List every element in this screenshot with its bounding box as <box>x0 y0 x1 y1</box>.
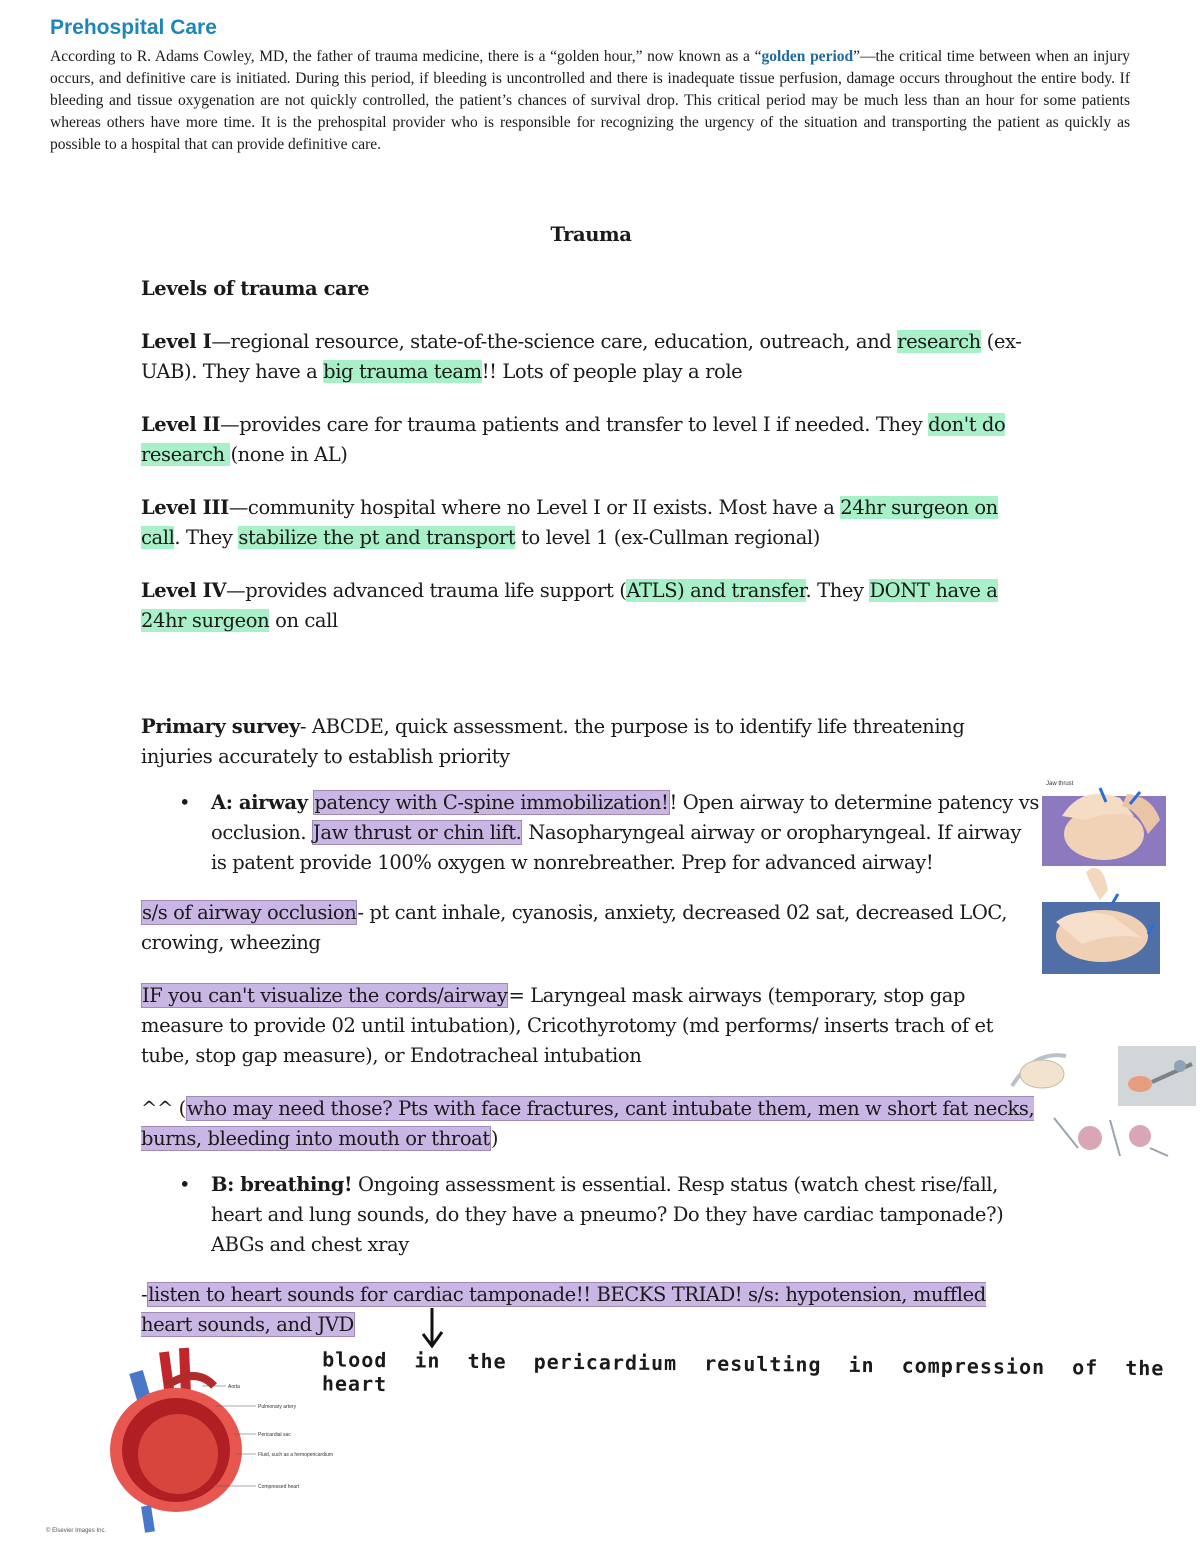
levels-heading: Levels of trauma care <box>141 277 370 300</box>
text: to level 1 (ex-Cullman regional) <box>515 526 820 549</box>
breathing-label: B: breathing! <box>211 1173 353 1196</box>
cardiac-tamponade-illustration <box>106 1346 334 1532</box>
heart-label-pulmonary: Pulmonary artery <box>258 1404 297 1410</box>
text: ! Open airway to determine patency vs occlusion. <box>211 791 1039 844</box>
text: . They <box>805 579 870 602</box>
text: (none in AL) <box>230 443 348 466</box>
text: —provides advanced trauma life support ( <box>226 579 627 602</box>
level-1-paragraph <box>141 327 1041 387</box>
level-3-label: Level III <box>141 496 229 519</box>
level-4-paragraph <box>141 576 1041 636</box>
excerpt-body <box>50 46 1130 156</box>
level-2-label: Level II <box>141 413 221 436</box>
text: - <box>141 1283 148 1306</box>
chin-lift-illustration <box>1042 866 1160 974</box>
handwritten-note: blood in the pericardium resulting in compression of the heart <box>321 1347 1165 1397</box>
highlight-research: research <box>897 330 981 353</box>
text: Ongoing assessment is essential. Resp status (watch chest rise/fall, heart and lung sounds, do they have a pneumo? Do they have cardiac tamponade?) ABGs and chest xray <box>211 1173 1004 1256</box>
highlight-occlusion: s/s of airway occlusion <box>142 901 357 924</box>
down-arrow-icon <box>418 1306 448 1352</box>
text: —provides care for trauma patients and transfer to level I if needed. They <box>220 413 929 436</box>
level-3-paragraph <box>141 493 1041 553</box>
excerpt-text: According to R. Adams Cowley, MD, the father of trauma medicine, there is a “golden hour,” now known as a “ <box>50 48 762 65</box>
level-2-paragraph <box>141 410 1041 470</box>
text: - pt cant inhale, cyanosis, anxiety, decreased 02 sat, decreased LOC, crowing, wheezing <box>141 901 1008 954</box>
airway-list <box>141 788 1041 878</box>
highlight-cspine: patency with C-spine immobilization! <box>314 791 669 814</box>
heart-label-compressed: Compressed heart <box>258 1484 300 1490</box>
golden-period-term: golden period <box>761 48 854 65</box>
airway-occlusion-paragraph <box>141 898 1041 958</box>
highlight-surgeon: 24hr surgeon on call <box>141 496 998 549</box>
text: ^^ ( <box>141 1097 186 1120</box>
highlight-cords: IF you can't visualize the cords/airway <box>142 984 508 1007</box>
trauma-notes <box>141 220 1041 1363</box>
highlight-who-needs: who may need those? Pts with face fractures, cant intubate them, men w short fat necks, burns, bleeding into mouth or throat <box>141 1097 1035 1150</box>
text: . They <box>174 526 239 549</box>
jaw-thrust-label: Jaw thrust <box>1046 781 1074 787</box>
highlight-atls: ATLS) and transfer <box>626 579 806 602</box>
breathing-item <box>211 1170 1041 1260</box>
intubation-illustration <box>1050 1108 1170 1168</box>
highlight-big-team: big trauma team <box>323 360 482 383</box>
text: —regional resource, state-of-the-science care, education, outreach, and <box>211 330 898 353</box>
text: - ABCDE, quick assessment. the purpose is to identify life threatening injuries accurately to establish priority <box>141 715 965 768</box>
text: (ex-UAB). They have a <box>141 330 1022 383</box>
primary-survey-paragraph <box>141 712 1041 772</box>
cords-paragraph <box>141 981 1041 1071</box>
excerpt-text-cont: ”—the critical time between when an injury occurs, and definitive care is initiated. During this period, if bleeding is uncontrolled and there is inadequate tissue perfusion, damage occurs throughout the entire body. If bleeding and tissue oxygenation are not quickly controlled, the patient’s chances of survival drop. This critical period may be much less than an hour for some patients whereas others have more time. It is the prehospital provider who is responsible for recognizing the urgency of the situation and transporting the patient as quickly as possible to a hospital that can provide definitive care. <box>50 48 1130 153</box>
text: —community hospital where no Level I or II exists. Most have a <box>228 496 841 519</box>
heart-caption: © Elsevier Images Inc. <box>46 1528 107 1534</box>
heart-label-aorta: Aorta <box>228 1384 240 1390</box>
text: on call <box>269 609 338 632</box>
text: !! Lots of people play a role <box>481 360 743 383</box>
airway-device-photo <box>1118 1046 1196 1106</box>
airway-label: A: airway <box>211 791 308 814</box>
breathing-list <box>141 1170 1041 1260</box>
level-4-label: Level IV <box>141 579 227 602</box>
highlight-stabilize: stabilize the pt and transport <box>238 526 516 549</box>
excerpt-title: Prehospital Care <box>50 16 217 39</box>
textbook-excerpt <box>50 16 1130 156</box>
who-needs-paragraph <box>141 1094 1041 1154</box>
page-title: Trauma <box>550 223 632 246</box>
text: = Laryngeal mask airways (temporary, stop gap measure to provide 02 until intubation), Cricothyrotomy (md performs/ inserts trach of et tube, stop gap measure), or Endotracheal intubation <box>141 984 994 1067</box>
becks-paragraph <box>141 1280 1041 1340</box>
airway-item <box>211 788 1041 878</box>
primary-survey-label: Primary survey <box>141 715 300 738</box>
highlight-no-research: don't do research <box>141 413 1006 466</box>
highlight-becks-triad: listen to heart sounds for cardiac tamponade!! BECKS TRIAD! s/s: hypotension, muffled heart sounds, and JVD <box>141 1283 986 1336</box>
heart-label-fluid: Fluid, such as a hemopericardium <box>258 1452 334 1458</box>
highlight-jaw-thrust: Jaw thrust or chin lift. <box>312 821 522 844</box>
heart-label-pericardial: Pericardial sac <box>258 1432 291 1438</box>
text: ) <box>490 1127 499 1150</box>
level-1-label: Level I <box>141 330 212 353</box>
jaw-thrust-illustration <box>1042 776 1166 866</box>
highlight-no-surgeon: DONT have a 24hr surgeon <box>141 579 998 632</box>
laryngeal-mask-illustration <box>1004 1046 1074 1096</box>
text: Nasopharyngeal airway or oropharyngeal. If airway is patent provide 100% oxygen w nonrebreather. Prep for advanced airway! <box>211 821 1021 874</box>
